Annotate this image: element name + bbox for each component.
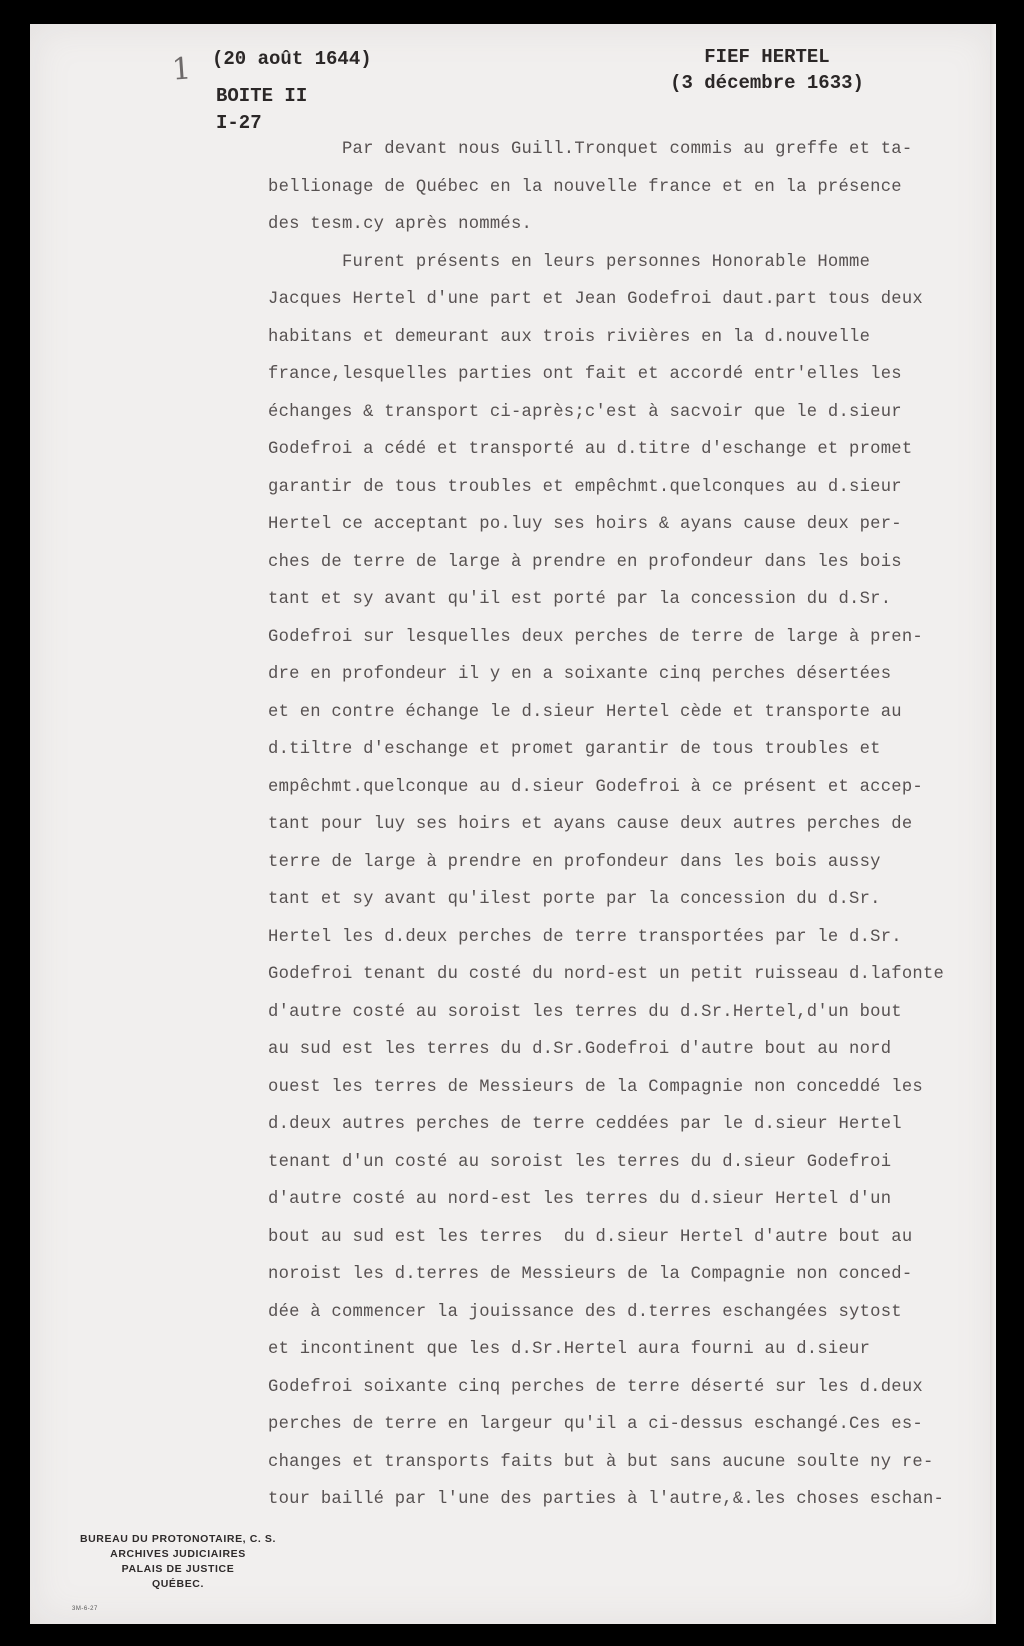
document-title: FIEF HERTEL [704,46,830,68]
header-date-left: (20 août 1644) [212,48,372,70]
body-line: Godefroi sur lesquelles deux perches de terre de large à pren- [268,627,923,647]
body-line: bellionage de Québec en la nouvelle france et en la présence [268,177,902,197]
body-line: au sud est les terres du d.Sr.Godefroi d'autre bout au nord [268,1040,892,1059]
body-line: Par devant nous Guill.Tronquet commis au greffe et ta- [268,140,913,159]
body-line: d.deux autres perches de terre ceddées par le d.sieur Hertel [268,1115,902,1134]
body-line: Jacques Hertel d'une part et Jean Godefroi daut.part tous deux [268,290,923,309]
body-line: Godefroi tenant du costé du nord-est un petit ruisseau d.lafonte [268,965,945,984]
body-line: Hertel ce acceptant po.luy ses hoirs & ayans cause deux per- [268,515,902,534]
form-code: 3M-6-27 [72,1606,98,1612]
body-line: tant pour luy ses hoirs et ayans cause deux autres perches de [268,815,913,834]
reference-number: I-27 [216,112,262,134]
body-line: terre de large à prendre en profondeur dans les bois aussy [268,852,881,872]
page-edge [990,24,996,1624]
body-line: changes et transports faits but à but sans aucune soulte ny re- [268,1452,934,1472]
body-line: empêchmt.quelconque au d.sieur Godefroi à ce présent et accep- [268,777,923,797]
header-right [652,44,882,96]
stamp-line: ARCHIVES JUDICIAIRES [110,1548,246,1560]
body-line: perches de terre en largeur qu'il a ci-dessus eschangé.Ces es- [268,1415,923,1434]
body-line: Furent présents en leurs personnes Honorable Homme [268,252,871,272]
body-line: d'autre costé au soroist les terres du d.Sr.Hertel,d'un bout [268,1002,902,1022]
body-line: et incontinent que les d.Sr.Hertel aura fourni au d.sieur [268,1340,871,1359]
header-date-right: (3 décembre 1633) [670,72,864,94]
body-line: des tesm.cy après nommés. [268,215,533,234]
body-line: Hertel les d.deux perches de terre transportées par le d.Sr. [268,927,902,947]
typed-body-text [268,131,988,1519]
stamp-line: PALAIS DE JUSTICE [121,1563,235,1575]
box-label: BOITE II [216,85,308,107]
body-line: ches de terre de large à prendre en profondeur dans les bois [268,552,902,572]
body-line: dée à commencer la jouissance des d.terres eschangées sytost [268,1302,902,1322]
body-line: Godefroi soixante cinq perches de terre déserté sur les d.deux [268,1377,923,1397]
body-line: habitans et demeurant aux trois rivières en la d.nouvelle [268,327,871,347]
body-line: et en contre échange le d.sieur Hertel cède et transporte au [268,702,902,722]
body-line: tant et sy avant qu'ilest porte par la concession du d.Sr. [268,890,881,909]
body-line: d.tiltre d'eschange et promet garantir de tous troubles et [268,740,881,759]
body-line: d'autre costé au nord-est les terres du d.sieur Hertel d'un [268,1190,892,1209]
body-line: garantir de tous troubles et empêchmt.quelconques au d.sieur [268,477,902,497]
stamp-line: BUREAU DU PROTONOTAIRE, C. S. [79,1533,277,1545]
body-line: Godefroi a cédé et transporté au d.titre d'eschange et promet [268,440,913,459]
body-line: dre en profondeur il y en a soixante cinq perches désertées [268,665,892,684]
header-left [212,46,372,137]
body-line: tour baillé par l'une des parties à l'autre,&.les choses eschan- [268,1490,945,1509]
body-line: noroist les d.terres de Messieurs de la Compagnie non conced- [268,1265,913,1284]
body-line: france,lesquelles parties ont fait et accordé entr'elles les [268,365,902,384]
body-line: tant et sy avant qu'il est porté par la concession du d.Sr. [268,590,892,609]
stamp-line: QUÉBEC. [151,1578,205,1590]
handwritten-page-number: 1 [170,51,193,88]
body-line: échanges & transport ci-après;c'est à sacvoir que le d.sieur [268,402,902,422]
body-line: ouest les terres de Messieurs de la Compagnie non conceddé les [268,1077,923,1097]
body-line: bout au sud est les terres du d.sieur Hertel d'autre bout au [268,1227,913,1247]
body-line: tenant d'un costé au soroist les terres du d.sieur Godefroi [268,1152,892,1172]
archive-stamp [68,1532,288,1592]
